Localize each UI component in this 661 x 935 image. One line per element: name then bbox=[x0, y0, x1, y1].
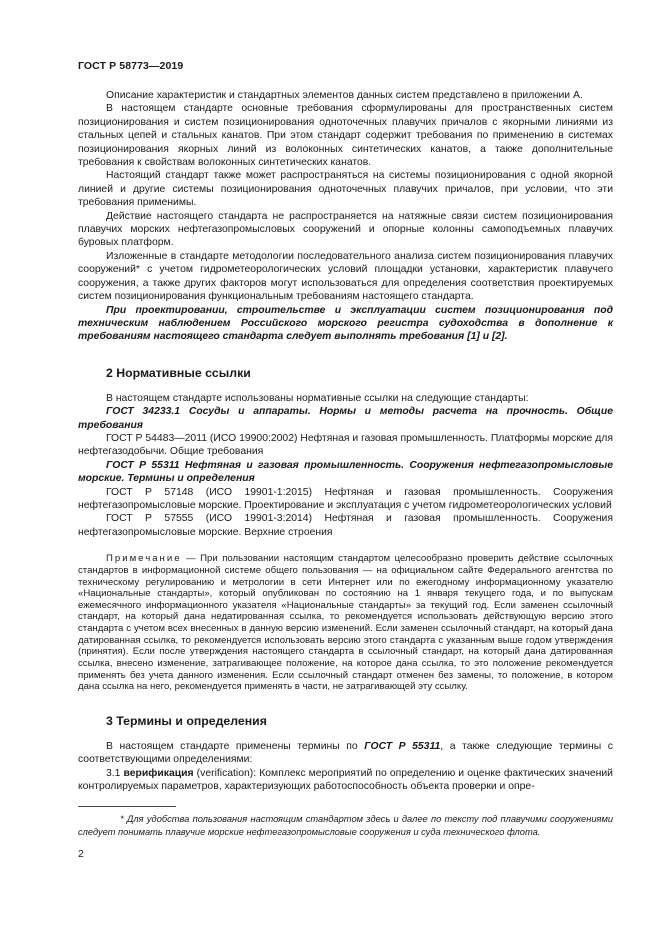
intro-block bbox=[78, 89, 613, 344]
note-lead: Примечание bbox=[106, 553, 182, 565]
note-block bbox=[78, 553, 613, 693]
section-2-heading: 2 Нормативные ссылки bbox=[106, 365, 251, 380]
page-body bbox=[78, 89, 613, 794]
reference-paragraph: ГОСТ Р 57148 (ИСО 19901-1:2015) Нефтяная и газовая промышленность. Сооружения нефтегазопромысловые морские. Проектирование и эксплуатация с учетом гидрометеорологических условий bbox=[78, 486, 613, 511]
footnote-divider bbox=[78, 806, 176, 807]
normative-references bbox=[78, 392, 613, 539]
intro-paragraph: Описание характеристик и стандартных элементов данных систем представлено в приложении А. bbox=[106, 90, 583, 101]
reference-paragraph: В настоящем стандарте использованы нормативные ссылки на следующие стандарты: bbox=[106, 392, 529, 404]
terms-intro-paragraph bbox=[78, 740, 613, 767]
term-3-1-paragraph bbox=[78, 767, 613, 794]
terms-intro-ref: ГОСТ Р 55311 bbox=[364, 741, 441, 753]
term-word: верификация bbox=[123, 767, 194, 779]
reference-paragraph: ГОСТ 34233.1 Сосуды и аппараты. Нормы и методы расчета на прочность. Общие требования bbox=[78, 406, 613, 431]
term-definition: (verification): Комплекс мероприятий по определению и оценке фактических значений контролируемых параметров, характеризующих работоспособность объекта проверки и опре- bbox=[78, 767, 613, 793]
terms-intro-end: , а также следующие термины с соответствующими определениями: bbox=[78, 741, 614, 766]
reference-paragraph: ГОСТ Р 54483—2011 (ИСО 19900:2002) Нефтяная и газовая промышленность. Платформы морские для нефтегазодобычи. Общие требования bbox=[78, 432, 613, 458]
note-paragraph bbox=[78, 553, 613, 693]
intro-paragraph: Действие настоящего стандарта не распространяется на натяжные связи систем позиционирования плавучих морских нефтегазопромысловых сооружений и опорные колонны самоподъемных плавучих буровых платформ. bbox=[78, 210, 613, 249]
reference-paragraph: ГОСТ Р 57555 (ИСО 19901-3:2014) Нефтяная и газовая промышленность. Сооружения нефтегазопромысловые морские. Верхние строения bbox=[78, 513, 613, 538]
intro-paragraph: Изложенные в стандарте методологии последовательного анализа систем позиционирования плавучих сооружений* с учетом гидрометеорологических условий площадки установки, характеристик плавучего сооружения, а также других факторов могут использоваться для определения соответствия проектируемых систем позиционирования функциональным требованиям настоящего стандарта. bbox=[78, 250, 613, 303]
term-number: 3.1 bbox=[106, 767, 124, 779]
intro-paragraph: При проектировании, строительстве и эксплуатации систем позиционирования под техническим наблюдением Российского морского регистра судоходства в дополнение к требованиям настоящего стандарта следует выполнять требования [1] и [2]. bbox=[78, 304, 613, 343]
terms-intro-start: В настоящем стандарте применены термины по bbox=[106, 741, 365, 753]
section-3-heading: 3 Термины и определения bbox=[106, 714, 267, 729]
note-text: — При пользовании настоящим стандартом целесообразно проверить действие ссылочных стандартов в информационной системе общего пользования — на официальном сайте Федерального агентства по техническому регулированию и метрологии в сети Интернет или по ежегодному информационному указателю «Национальные стандарты», который опубликован по состоянию на 1 января текущего года, и по выпускам ежемесячного информационного указателя «Национальные стандарты» за текущий год. Если заменен ссылочный стандарт, на который дана недатированная ссылка, то рекомендуется использовать действующую версию этого стандарта с учетом всех внесенных в данную версию изменений. Если заменен ссылочный стандарт, на который дана датированная ссылка, то рекомендуется использовать версию этого стандарта с указанным выше годом утверждения (принятия). Если после утверждения настоящего стандарта в ссылочный стандарт, на который дана датированная ссылка, внесено изменение, затрагивающее положение, на которое дана ссылка, то это положение рекомендуется применять без учета данного изменения. Если ссылочный стандарт отменен без замены, то положение, в котором дана ссылка на него, рекомендуется применять в части, не затрагивающей эту ссылку. bbox=[78, 553, 613, 693]
intro-paragraph: В настоящем стандарте основные требования сформулированы для пространственных систем позиционирования и систем позиционирования одноточечных плавучих причалов с якорными линиями из стальных цепей и стальных канатов. При этом стандарт содержит требования по применению в системах позиционирования якорных линий из волоконных синтетических канатов, а также дополнительные требования к свойствам волоконных синтетических канатов. bbox=[78, 103, 613, 169]
intro-paragraph: Настоящий стандарт также может распространяться на системы позиционирования с одной якорной линией и другие системы позиционирования одноточечных плавучих причалов, при условии, что эти требования применимы. bbox=[78, 170, 613, 209]
page-number: 2 bbox=[78, 848, 84, 860]
document-header: ГОСТ Р 58773—2019 bbox=[78, 60, 184, 72]
reference-paragraph: ГОСТ Р 55311 Нефтяная и газовая промышленность. Сооружения нефтегазопромысловые морские. Термины и определения bbox=[78, 459, 613, 485]
footnote: * Для удобства пользования настоящим стандартом здесь и далее по тексту под плавучими сооружениями следует понимать плавучие морские нефтегазопромысловые сооружения и суда технического флота. bbox=[78, 814, 613, 837]
